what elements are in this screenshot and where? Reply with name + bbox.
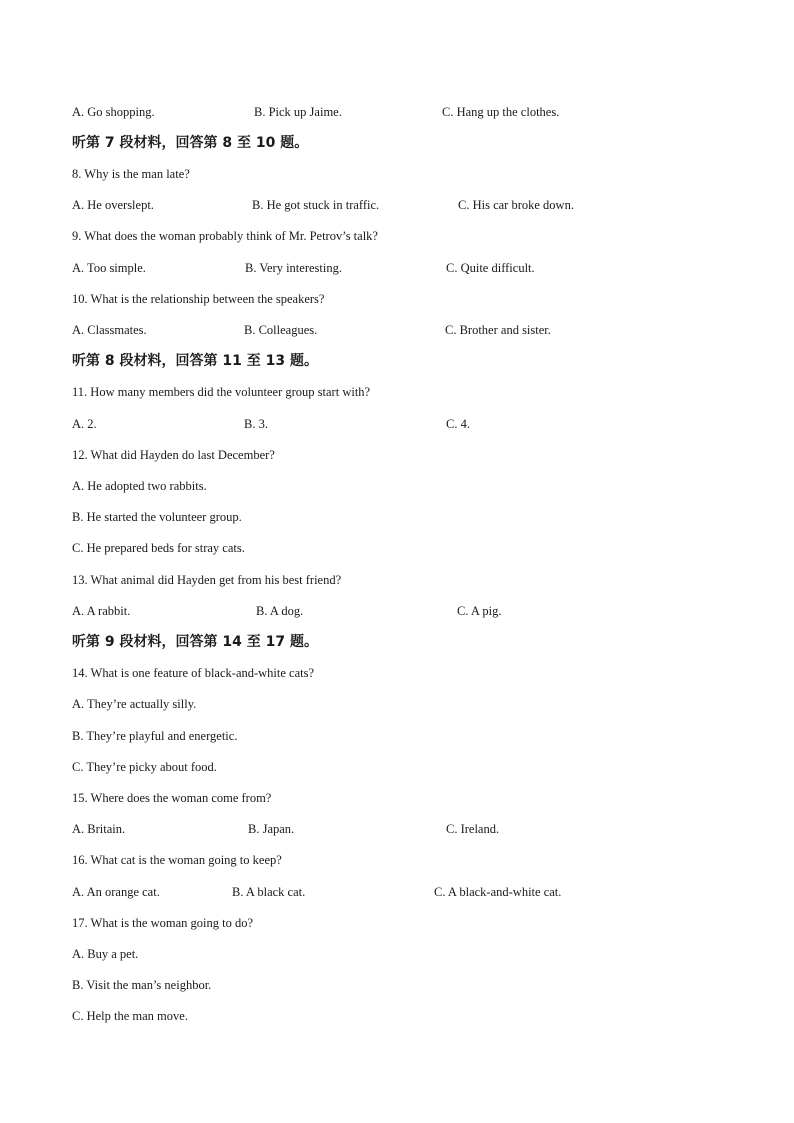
q10-option-a: A. Classmates. xyxy=(72,323,147,337)
q14-option-c: C. They’re picky about food. xyxy=(72,760,217,774)
q15-option-b: B. Japan. xyxy=(248,822,295,836)
section-heading-7: 听第 7 段材料，回答第 8 至 10 题。 xyxy=(72,135,309,151)
q11-option-b: B. 3. xyxy=(244,417,268,431)
q8-option-b: B. He got stuck in traffic. xyxy=(252,198,380,212)
q13-option-a: A. A rabbit. xyxy=(72,604,131,618)
q12-option-b: B. He started the volunteer group. xyxy=(72,510,242,524)
question-17-stem: 17. What is the woman going to do? xyxy=(72,916,253,930)
q17-option-b: B. Visit the man’s neighbor. xyxy=(72,978,212,992)
question-12-stem: 12. What did Hayden do last December? xyxy=(72,448,275,462)
q9-option-a: A. Too simple. xyxy=(72,261,146,275)
section-heading-8: 听第 8 段材料，回答第 11 至 13 题。 xyxy=(72,353,318,369)
q14-option-a: A. They’re actually silly. xyxy=(72,697,197,711)
q12-option-c: C. He prepared beds for stray cats. xyxy=(72,541,245,555)
q7-option-b: B. Pick up Jaime. xyxy=(254,105,342,119)
q7-option-c: C. Hang up the clothes. xyxy=(442,105,560,119)
q16-option-b: B. A black cat. xyxy=(232,885,306,899)
q17-option-a: A. Buy a pet. xyxy=(72,947,139,961)
question-16-stem: 16. What cat is the woman going to keep? xyxy=(72,853,282,867)
question-9-stem: 9. What does the woman probably think of Mr. Petrov’s talk? xyxy=(72,229,378,243)
q17-option-c: C. Help the man move. xyxy=(72,1009,188,1023)
question-11-stem: 11. How many members did the volunteer group start with? xyxy=(72,385,371,399)
q12-option-a: A. He adopted two rabbits. xyxy=(72,479,207,493)
section-heading-9: 听第 9 段材料，回答第 14 至 17 题。 xyxy=(72,634,318,650)
q11-option-a: A. 2. xyxy=(72,417,97,431)
q16-option-a: A. An orange cat. xyxy=(72,885,160,899)
question-10-stem: 10. What is the relationship between the speakers? xyxy=(72,292,325,306)
q13-option-c: C. A pig. xyxy=(457,604,502,618)
q9-option-b: B. Very interesting. xyxy=(245,261,342,275)
question-8-stem: 8. Why is the man late? xyxy=(72,167,190,181)
q10-option-c: C. Brother and sister. xyxy=(445,323,551,337)
question-13-stem: 13. What animal did Hayden get from his best friend? xyxy=(72,573,342,587)
q7-option-a: A. Go shopping. xyxy=(72,105,155,119)
q15-option-a: A. Britain. xyxy=(72,822,126,836)
q8-option-a: A. He overslept. xyxy=(72,198,154,212)
question-14-stem: 14. What is one feature of black-and-white cats? xyxy=(72,666,315,680)
q13-option-b: B. A dog. xyxy=(256,604,304,618)
q15-option-c: C. Ireland. xyxy=(446,822,500,836)
q10-option-b: B. Colleagues. xyxy=(244,323,318,337)
question-15-stem: 15. Where does the woman come from? xyxy=(72,791,272,805)
q9-option-c: C. Quite difficult. xyxy=(446,261,535,275)
q8-option-c: C. His car broke down. xyxy=(458,198,574,212)
q11-option-c: C. 4. xyxy=(446,417,470,431)
q14-option-b: B. They’re playful and energetic. xyxy=(72,729,238,743)
q16-option-c: C. A black-and-white cat. xyxy=(434,885,562,899)
